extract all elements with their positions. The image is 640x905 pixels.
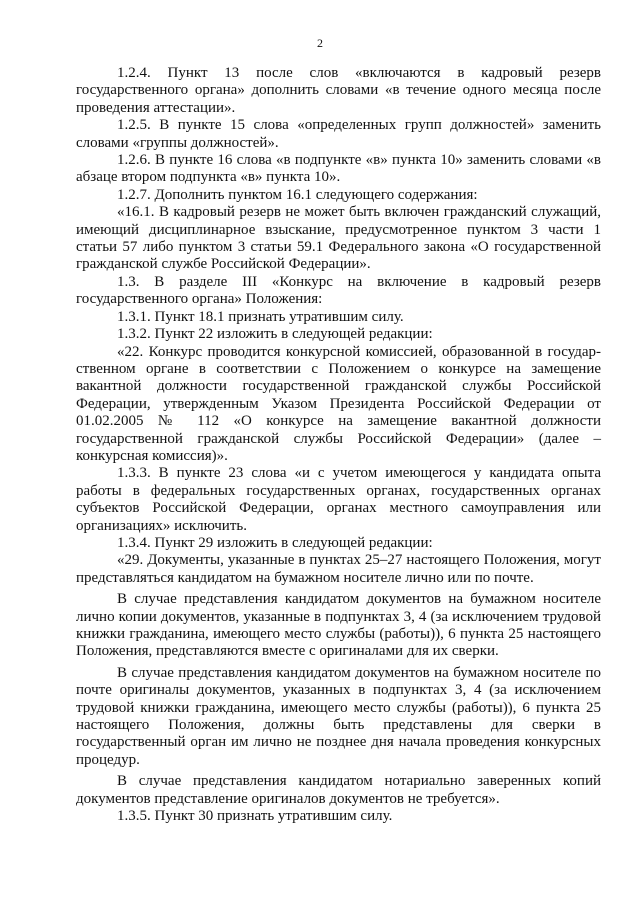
paragraph-1-3-4: 1.3.4. Пункт 29 изложить в следующей редакции: [117,534,433,551]
paragraph-1-2-5: 1.2.5. В пункте 15 слова «определенных групп должностей» заменить словами «группы должностей». [76,117,601,151]
paragraph-29-notarized-copies: В случае представления кандидатом нотариально заверенных копий документов представление оригиналов документов не требуется». [76,773,601,807]
paragraph-1-2-6: 1.2.6. В пункте 16 слова «в подпункте «в» пункта 10» заменить словами «в абзаце втором подпункта «в» пункта 10». [76,152,601,186]
paragraph-1-3-2: 1.3.2. Пункт 22 изложить в следующей редакции: [117,326,433,343]
paragraph-1-3-1: 1.3.1. Пункт 18.1 признать утратившим силу. [117,308,404,325]
paragraph-1-3: 1.3. В разделе III «Конкурс на включение в кадровый резерв государственного органа» Положения: [76,273,601,308]
paragraph-29-quote: «29. Документы, указанные в пунктах 25–27 настоящего Положения, могут представляться кандидатом на бумажном носителе лично или по почте. [76,552,601,586]
paragraph-1-3-3: 1.3.3. В пункте 23 слова «и с учетом имеющегося у кандидата опыта работы в федеральных государственных органах, государственных органах субъектов Российской Федерации, органах местного самоуправления или организациях» исключить. [76,465,601,534]
paragraph-29-personal-submission: В случае представления кандидатом документов на бумажном носителе лично копии документов, указанные в подпунктах 3, 4 (за исключением трудовой книжки гражданина, имеющего место службы (работы)), 6 пункта 25 настоящего Положения, представляются вместе с оригиналами для их сверки. [76,591,601,660]
paragraph-1-2-7: 1.2.7. Дополнить пунктом 16.1 следующего содержания: [117,186,478,203]
document-body [76,65,601,825]
paragraph-16-1-quote: «16.1. В кадровый резерв не может быть включен гражданский служащий, имеющий дисциплинарное взыскание, предусмотренное пунктом 3 части 1 статьи 57 либо пунктом 3 статьи 59.1 Федерального закона «О государственной гражданской службе Российской Федерации». [76,204,601,273]
paragraph-1-2-4: 1.2.4. Пункт 13 после слов «включаются в кадровый резерв государственного органа» дополнить словами «в течение одного месяца после проведения аттестации». [76,65,601,116]
paragraph-1-3-5: 1.3.5. Пункт 30 признать утратившим силу. [117,808,393,825]
page-number: 2 [317,36,323,50]
paragraph-29-postal-submission: В случае представления кандидатом документов на бумажном носителе по почте оригиналы документов, указанных в подпунктах 3, 4 (за исключением трудовой книжки гражданина, имеющего место службы (работы)), 6 пункта 25 настоящего Положения, должны быть представлены для сверки в государственный орган им лично не позднее дня начала проведения конкурсных процедур. [76,664,601,768]
paragraph-22-quote: «22. Конкурс проводится конкурсной комиссией, образованной в государственном органе в соответствии с Положением о конкурсе на замещение вакантной должности государственной гражданской службы Российской Федерации, утвержденным Указом Президента Российской Федерации от 01.02.2005 № 112 «О конкурсе на замещение вакантной должности государственной гражданской службы Российской Федерации» (далее – конкурсная комиссия)». [76,343,601,464]
